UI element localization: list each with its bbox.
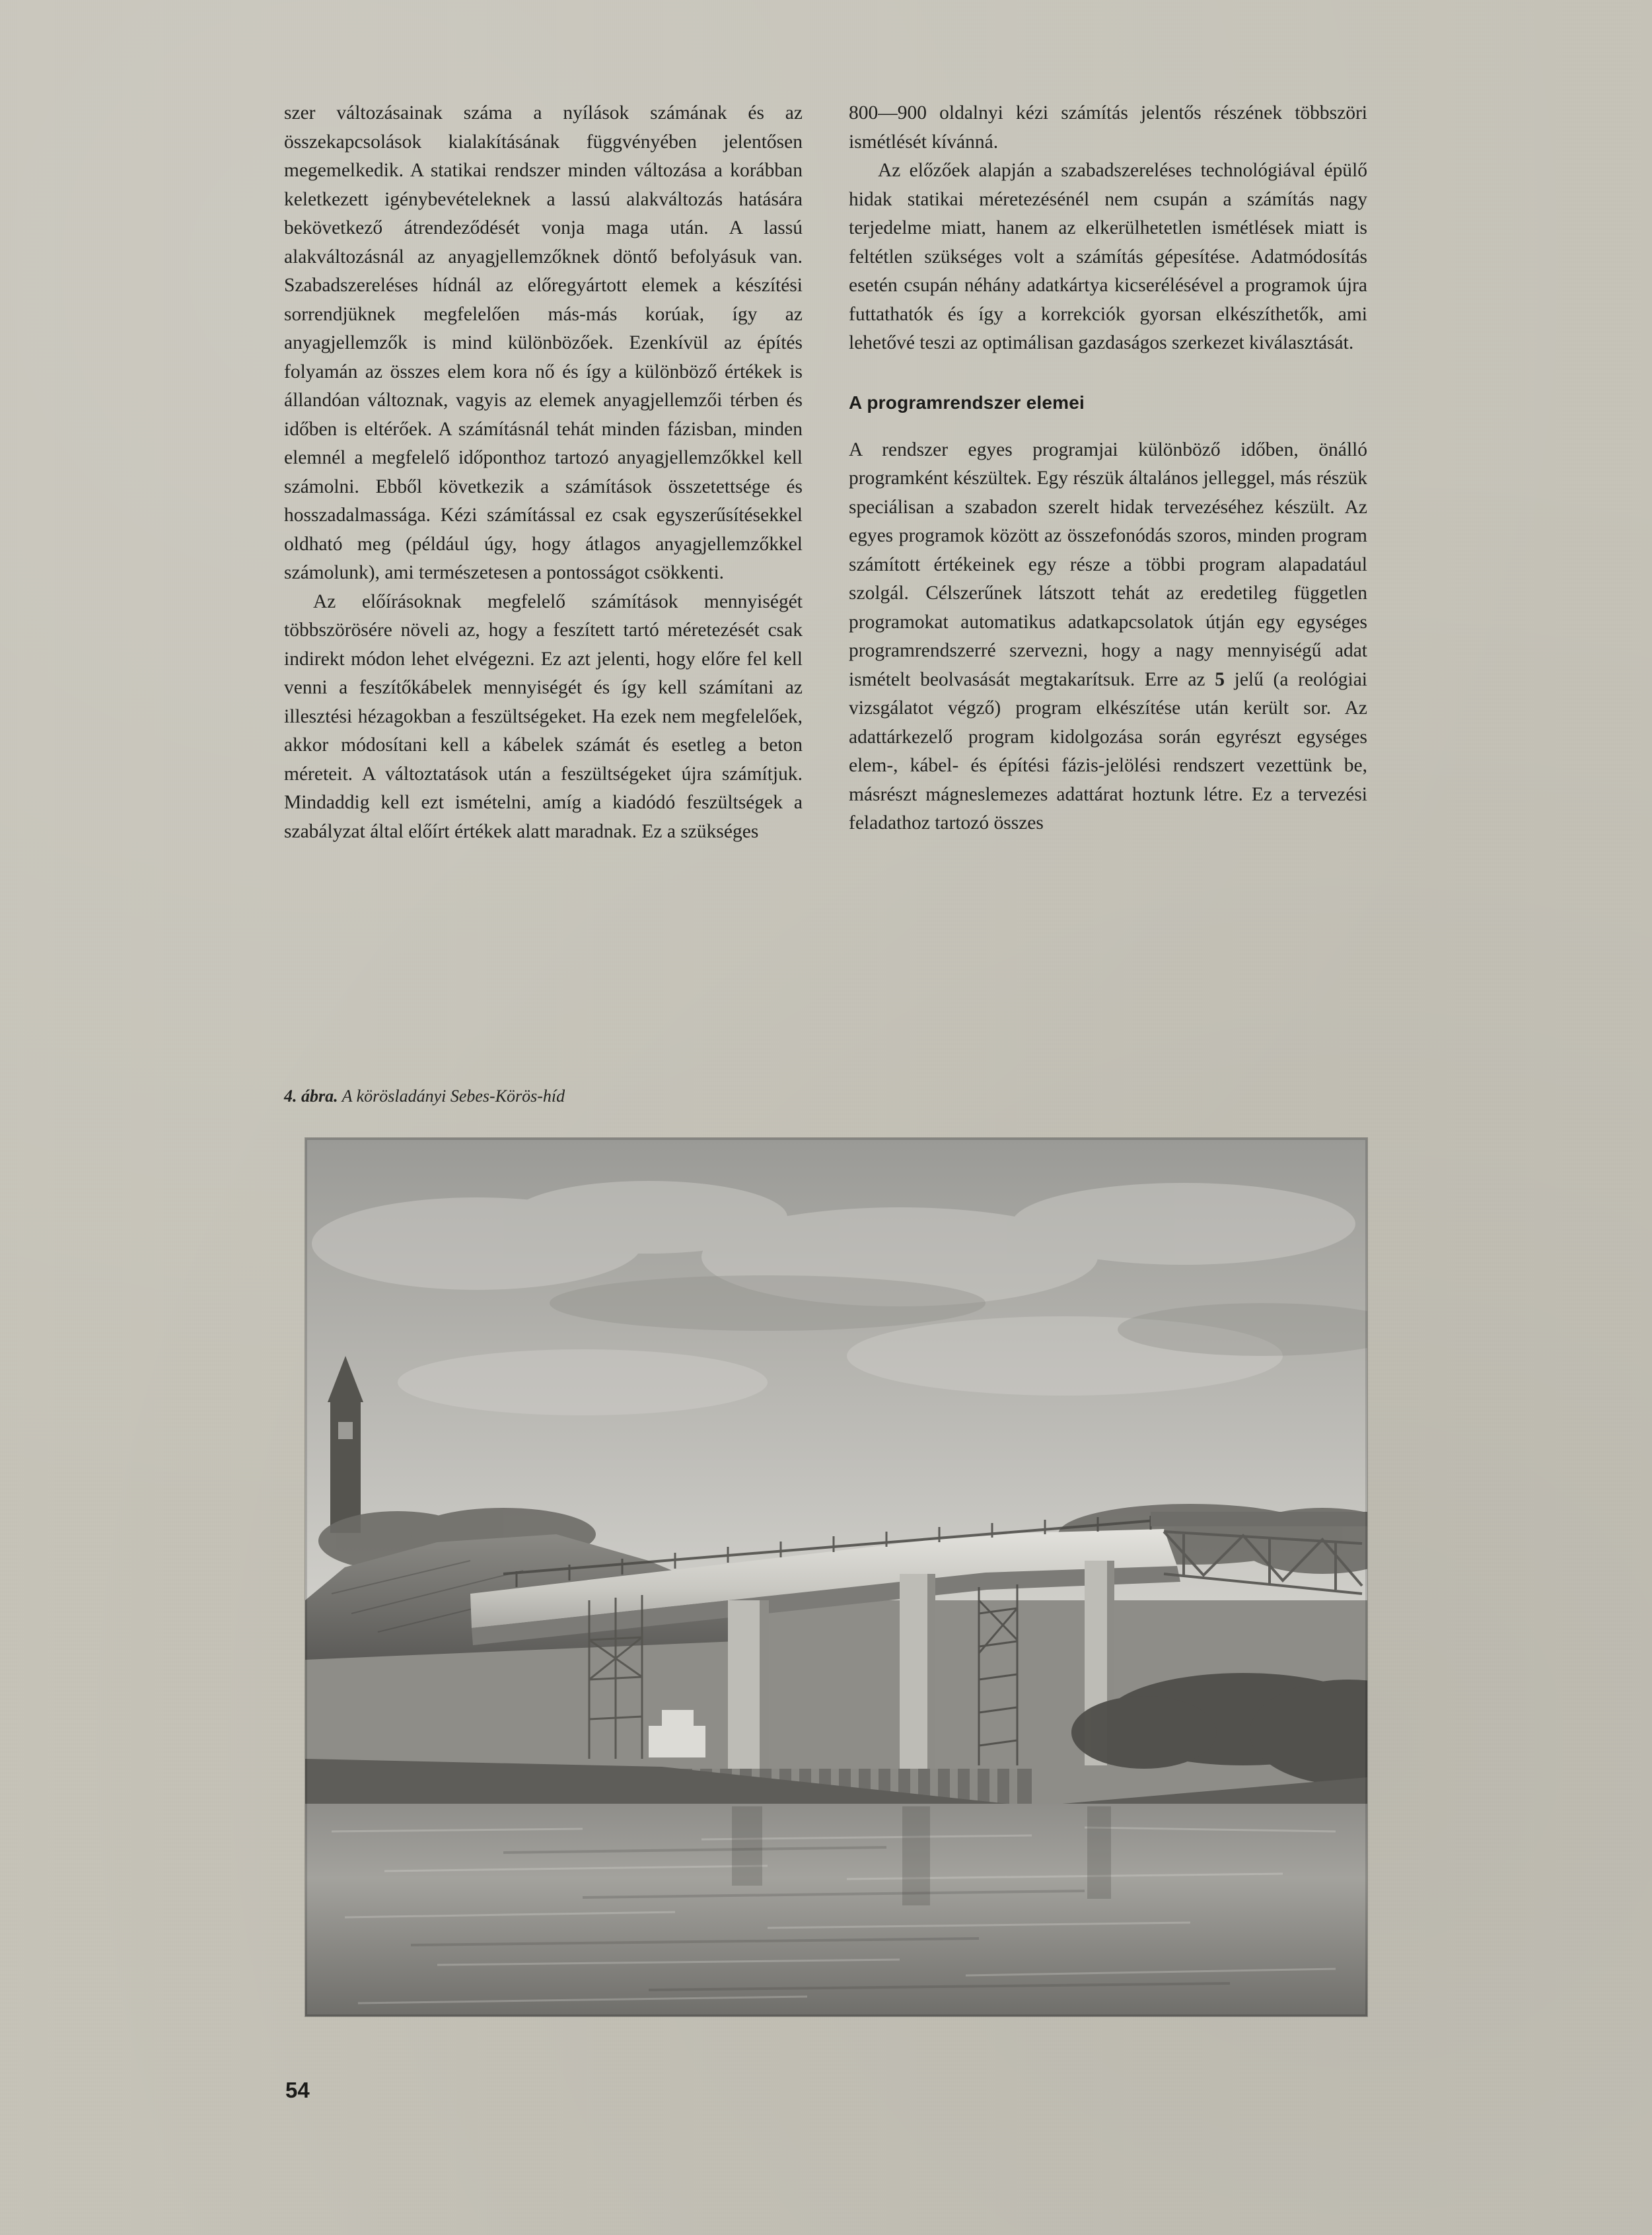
program-label-5: 5: [1215, 668, 1225, 690]
right-paragraph-2: Az előzőek alapján a szabadszereléses technológiával épülő hidak statikai méretezésénél nem csupán a számítás nagy terjedelme miatt, hanem az elkerülhetetlen ismétlések miatt is feltétlen szükséges volt a számítás gépesítése. Adatmódosítás esetén csupán néhány adatkártya kicserélésével a programok újra futtathatók és így a korrekciók gyorsan elkészíthetők, ami lehetővé teszi az optimálisan gazdaságos szerkezet kiválasztását.: [849, 160, 1367, 353]
section-paragraph-part2: jelű (a reológiai vizsgálatot végző) program elkészítése után került sor. Az adattárkezelő program kidolgozása során egyrészt egységes elem-, kábel- és építési fázis-jelölési rendszert vezettünk be, másrészt mágneslemezes adattárat hoztunk létre. Ez a tervezési feladathoz tartozó összes: [849, 668, 1367, 834]
figure-caption-text: A körösladányi Sebes-Körös-híd: [341, 1086, 565, 1106]
right-paragraph-3: [849, 436, 1367, 838]
figure-caption: [284, 1086, 565, 1106]
left-column: [284, 99, 803, 846]
photo-illustration: [305, 1138, 1367, 2016]
page-number: 54: [285, 2078, 310, 2102]
left-paragraph-1: szer változásainak száma a nyílások számának és az összekapcsolások kialakításának függvényében jelentősen megemelkedik. A statikai rendszer minden változása a korábban keletkezett igénybevételeknek a lassú alakváltozás hatására bekövetkező átrendeződését vonja maga után. A lassú alakváltozásnál az anyagjellemzőknek döntő befolyásuk van. Szabadszereléses hídnál az előregyártott elemek a készítési sorrendjüknek megfelelően más-más korúak, így az anyagjellemzők is mind különbözőek. Ezenkívül az építés folyamán az összes elem kora nő és így a különböző értékek is állandóan változnak, vagyis az elemek anyagjellemzői térben és időben is eltérőek. A számításnál tehát minden fázisban, minden elemnél a megfelelő időponthoz tartozó anyagjellemzőkkel kell számolni. Ebből következik a számítások összetettsége és hosszadalmassága. Kézi számítással ez csak egyszerűsítésekkel oldható meg (például úgy, hogy átlagos anyagjellemzőkkel számolunk), ami természetesen a pontosságot csökkenti.: [284, 102, 803, 583]
koros-bridge-construction-photo: [305, 1138, 1367, 2016]
article-content: [284, 99, 1367, 846]
figure-number: 4. ábra.: [284, 1086, 338, 1106]
section-paragraph-part1: A rendszer egyes programjai különböző időben, önálló programként készültek. Egy részük általános jelleggel, más részük speciálisan a szabadon szerelt hidak tervezéséhez készült. Az egyes programok között az összefonódás szoros, minden program számított értékeinek egy része a többi program alapadatául szolgál. Célszerűnek látszott tehát az eredetileg független programokat automatikus adatkapcsolatok útján egy egységes programrendszerré szervezni, hogy a nagy mennyiségű adat ismételt beolvasását megtakarítsuk. Erre az: [849, 439, 1367, 690]
right-paragraph-1: 800—900 oldalnyi kézi számítás jelentős részének többszöri ismétlését kívánná.: [849, 102, 1367, 153]
section-heading: A programrendszer elemei: [849, 392, 1085, 413]
right-column: [849, 99, 1367, 846]
left-paragraph-2: Az előírásoknak megfelelő számítások mennyiségét többszörösére növeli az, hogy a feszített tartó méretezését csak indirekt módon lehet elvégezni. Ez azt jelenti, hogy előre fel kell venni a feszítőkábelek mennyiségét és így kell számítani az illesztési hézagokban a feszültségeket. Ha ezek nem megfelelőek, akkor módosítani kell a kábelek számát és esetleg a beton méreteit. A változtatások után a feszültségeket újra számítjuk. Mindaddig kell ezt ismételni, amíg a kiadódó feszültségek a szabályzat által előírt értékek alatt maradnak. Ez a szükséges: [284, 590, 803, 842]
two-column-layout: [284, 99, 1367, 846]
